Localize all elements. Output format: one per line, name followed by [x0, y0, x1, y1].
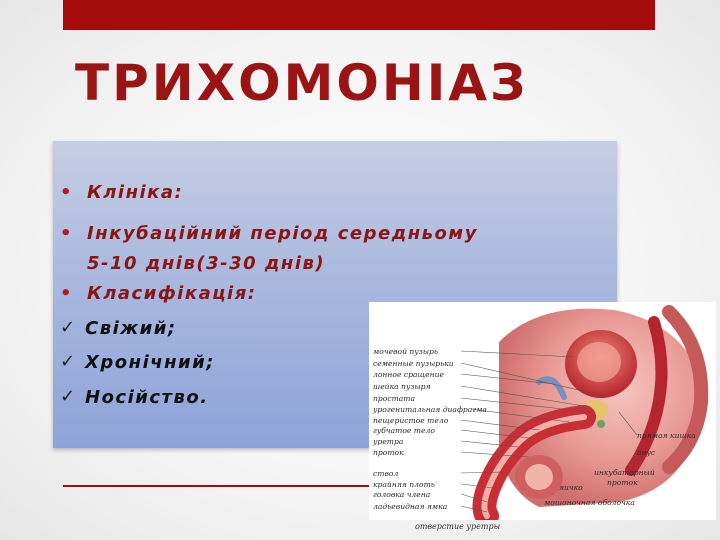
- label-pubic-symphysis: лонное сращение: [373, 370, 445, 379]
- label-bottom-duct: проток: [607, 478, 638, 487]
- label-duct: проток: [373, 448, 404, 457]
- anatomy-illustration: [369, 302, 716, 520]
- bullet-item-incubation: [60, 219, 478, 283]
- label-urethra: уретра: [373, 437, 404, 446]
- testis-inner: [525, 464, 553, 490]
- label-rectum: прямая кишка: [637, 431, 696, 440]
- bullet-dot-icon: •: [60, 283, 74, 304]
- label-bladder: мочевой пузырь: [373, 347, 438, 356]
- label-bladder-neck: шейка пузыря: [373, 382, 431, 391]
- label-prostate: простата: [373, 394, 416, 403]
- bullet-item-clinic: [60, 182, 478, 219]
- bullet-text-continued: 5-10 днів(3-30 днів): [87, 253, 326, 274]
- top-accent-bar: [63, 0, 655, 30]
- bladder-inner: [577, 342, 621, 382]
- label-shaft: ствол: [373, 469, 399, 478]
- bullet-text: Класифікація:: [87, 283, 257, 304]
- bullet-dot-icon: •: [60, 223, 74, 244]
- label-scrotal-sheath: мошоночная оболочка: [544, 498, 635, 507]
- bottom-accent-line: [63, 485, 375, 487]
- label-anus: анус: [637, 448, 656, 457]
- figure-caption: отверстие уретры: [415, 522, 501, 531]
- checkmark-icon: ✓: [60, 386, 77, 407]
- label-seminal-vesicles: семенные пузырьки: [373, 359, 454, 368]
- slide-title: ТРИХОМОНІАЗ: [75, 54, 529, 112]
- label-corpus-spongiosum: губчатое тело: [373, 426, 435, 435]
- bullet-text: Інкубаційний період середньому: [87, 223, 478, 244]
- label-foreskin: крайняя плоть: [373, 480, 435, 489]
- check-text: Свіжий;: [85, 318, 177, 339]
- bullet-text: Клініка:: [87, 182, 184, 203]
- label-navicular-fossa: ладьевидная ямка: [373, 502, 448, 511]
- checkmark-icon: ✓: [60, 317, 77, 338]
- label-glans: головка члена: [373, 490, 431, 499]
- label-testis: яичко: [559, 483, 583, 492]
- gland: [597, 420, 605, 428]
- bullet-dot-icon: •: [60, 182, 74, 203]
- label-urogenital-diaphragm: урогенитальная диафрагма: [373, 405, 487, 414]
- anatomy-drawing: [369, 302, 716, 520]
- checkmark-icon: ✓: [60, 351, 77, 372]
- check-text: Хронічний;: [85, 352, 215, 373]
- label-corpus-cavernosum: пещеристое тело: [373, 416, 449, 425]
- label-incubator: инкубаторный: [594, 468, 655, 477]
- check-text: Носійство.: [85, 387, 209, 408]
